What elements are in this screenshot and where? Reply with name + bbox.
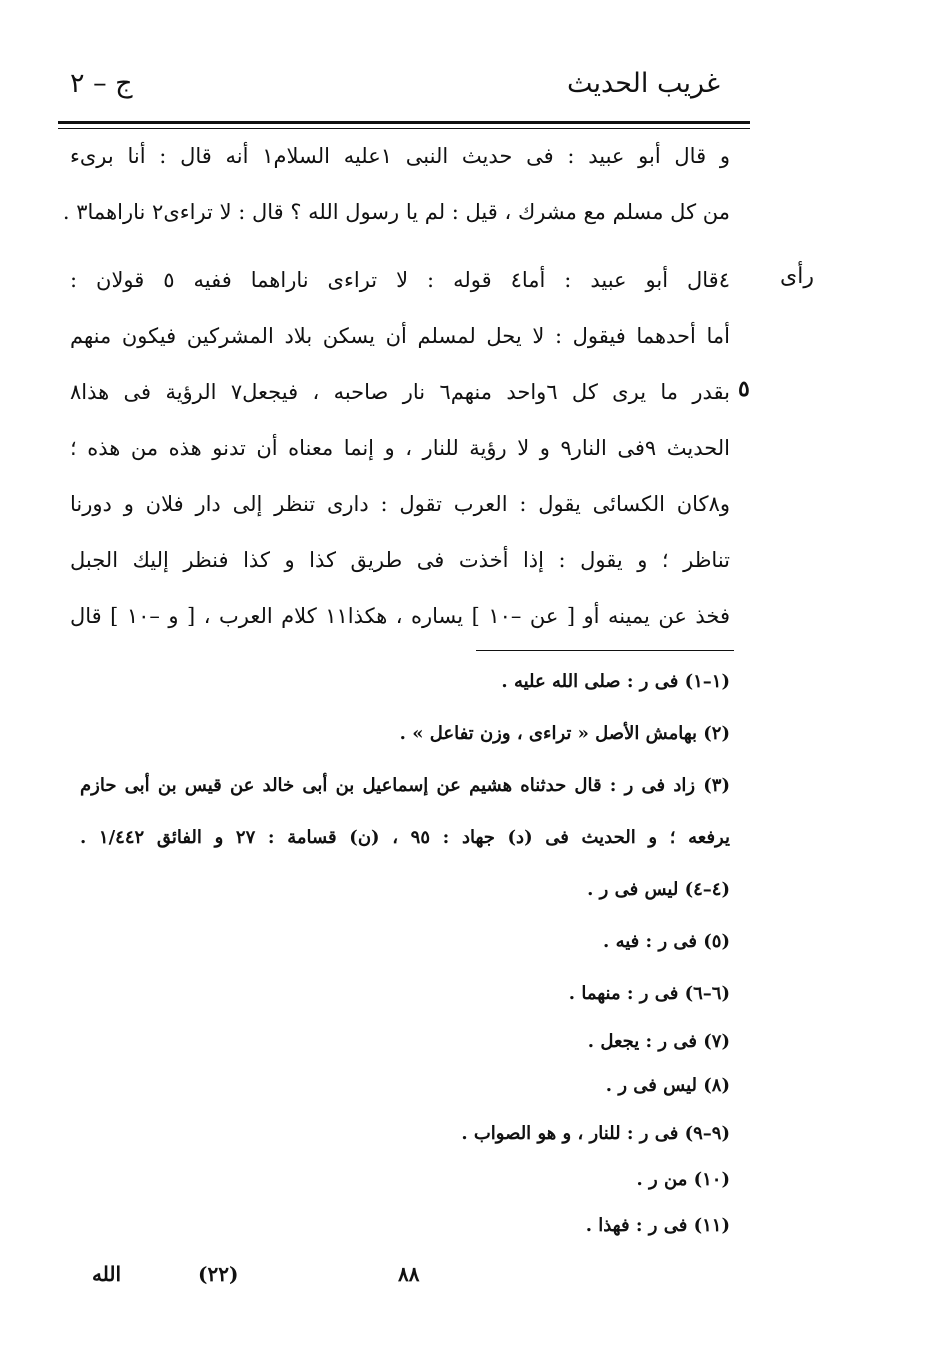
text-line: و٨كان الكسائى يقول : العرب تقول : دارى تنظر إلى دار فلان و دورنا [70, 492, 730, 516]
text-line: فخذ عن يمينه أو [ عن –١٠ ] يساره ، هكذا١١ كلام العرب ، [ و –١٠ ] قال [70, 604, 731, 628]
header-rule-thick [58, 121, 750, 124]
text-line: الحديث ٩فى النار٩ و لا رؤية للنار ، و إنما معناه أن تدنو هذه من هذه ؛ [70, 436, 731, 460]
footnote: (٩–٩) فى ر : للنار ، و هو الصواب . [461, 1123, 730, 1144]
footnote: (٢) بهامش الأصل « تراءى ، وزن تفاعل » . [399, 723, 730, 744]
page-number: ٨٨ [398, 1262, 420, 1286]
footnote: (٤–٤) ليس فى ر . [587, 879, 730, 900]
signature-number: (٢٢) [198, 1262, 239, 1286]
folio-mark: الله [92, 1262, 121, 1286]
margin-keyword: رأى [780, 264, 814, 289]
book-title: غريب الحديث [567, 68, 720, 99]
text-line: ٤قال أبو عبيد : أما٤ قوله : لا تراءى ناراهما ففيه ٥ قولان : [70, 268, 730, 292]
text-line: من كل مسلم مع مشرك ، قيل : لم يا رسول الله ؟ قال : لا تراءى٢ ناراهما٣ . [62, 200, 730, 224]
volume-number: ج – ٢ [70, 68, 133, 99]
footnote: (٥) فى ر : فيه . [603, 931, 730, 952]
text-line: أما أحدهما فيقول : لا يحل لمسلم أن يسكن بلاد المشركين فيكون منهم [70, 324, 730, 348]
footnote: (٧) فى ر : يجعل . [587, 1031, 730, 1052]
footnote: (١–١) فى ر : صلى الله عليه . [501, 671, 730, 692]
footnote: (٦–٦) فى ر : منهما . [568, 983, 730, 1004]
footnote: (٣) زاد فى ر : قال حدثناه هشيم عن إسماعيل بن أبى خالد عن قيس بن أبى حازم [80, 775, 730, 796]
footnote: (١٠) من ر . [636, 1169, 730, 1190]
line-number-marker: ٥ [738, 376, 750, 402]
footnote: (١١) فى ر : فهذا . [585, 1215, 730, 1236]
footnote: (٨) ليس فى ر . [605, 1075, 730, 1096]
footnote-continuation: يرفعه ؛ و الحديث فى (د) جهاد : ٩٥ ، (ن) قسامة : ٢٧ و الفائق ١/٤٤٢ . [80, 827, 730, 848]
text-line: و قال أبو عبيد : فى حديث النبى ١عليه السلام١ أنه قال : أنا برىء [70, 144, 730, 168]
running-header [60, 64, 730, 112]
text-line: تناظر ؛ و يقول : إذا أخذت فى طريق كذا و كذا فنظر إليك الجبل [70, 548, 730, 572]
footnote-separator [476, 650, 734, 651]
text-line: بقدر ما يرى كل ٦واحد منهم٦ نار صاحبه ، فيجعل٧ الرؤية فى هذا٨ [70, 380, 731, 404]
